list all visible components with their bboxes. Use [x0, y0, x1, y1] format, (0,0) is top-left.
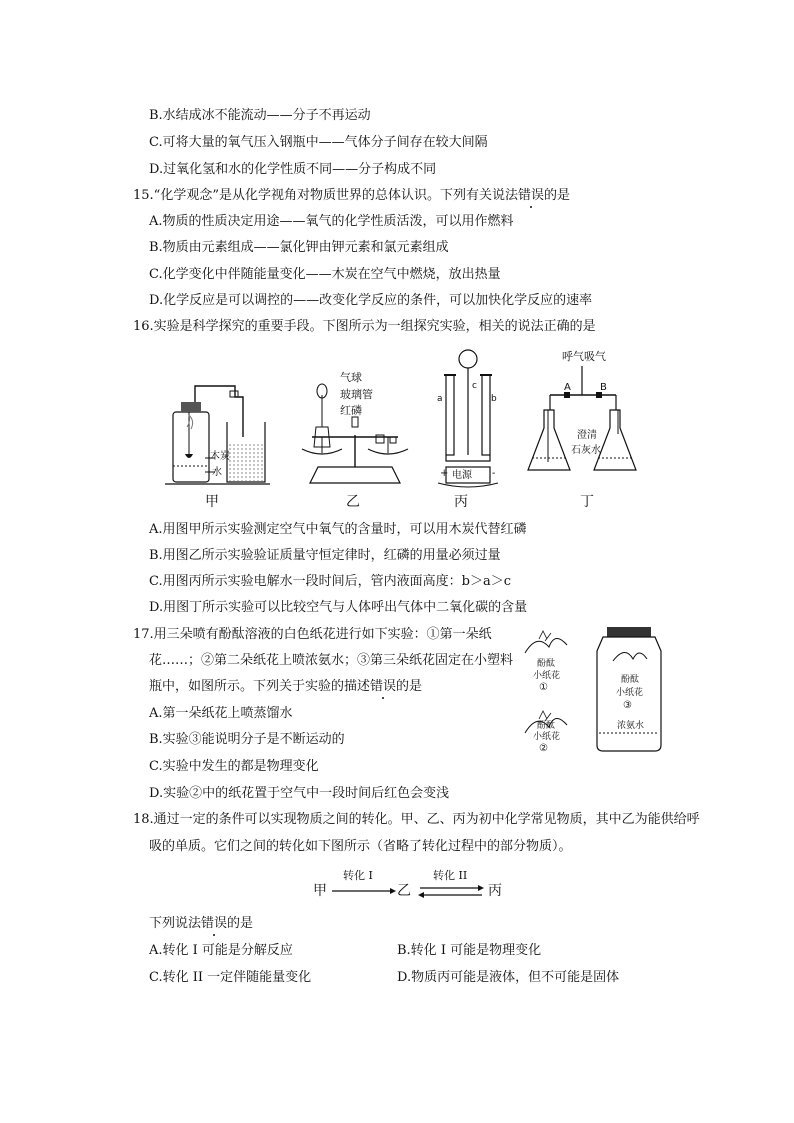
- q17-option-b: B.实验③能说明分子是不断运动的: [149, 732, 345, 747]
- scheme-node-bing: 丙: [488, 883, 502, 899]
- q18-stem-line1: 18.通过一定的条件可以实现物质之间的转化。甲、乙、丙为初中化学常见物质，其中乙为能供给呼: [133, 812, 700, 827]
- q15-stem-emphasis: 错误: [517, 188, 544, 203]
- q17-fig2-label-paper-flower: 小纸花: [533, 732, 561, 742]
- q17-stem-emphasis: 错误: [370, 679, 397, 694]
- q15-stem-post: 的是: [543, 188, 570, 203]
- q17-stem-post: 的是: [396, 679, 423, 694]
- q18-stem-line2: 吸的单质。它们之间的转化如下图所示（省略了转化过程中的部分物质）。: [149, 839, 572, 854]
- scheme-node-jia: 甲: [313, 883, 327, 899]
- q16-option-b: B.用图乙所示实验验证质量守恒定律时，红磷的用量必须过量: [149, 548, 501, 563]
- q17-stem-line3: [149, 679, 422, 695]
- figure-yi-label-balloon: 气球: [340, 371, 362, 384]
- q18-stem-post: 的是: [227, 916, 254, 931]
- q17-fig3-label-paper-flower: 小纸花: [616, 688, 644, 698]
- figure-ding-label-b: B: [600, 382, 607, 393]
- figure-bing-label-a: a: [437, 394, 443, 404]
- q17-fig3-label-phenolphthalein: 酚酞: [621, 675, 640, 685]
- figure-jia-label-charcoal: 木炭: [210, 451, 230, 462]
- scheme-label-transform-2: 转化 II: [433, 869, 468, 882]
- figure-jia-label-water: 水: [212, 467, 222, 478]
- q14-option-b: B.水结成冰不能流动——分子不再运动: [149, 108, 371, 123]
- q16-option-c: C.用图丙所示实验电解水一段时间后，管内液面高度：b＞a＞c: [149, 574, 511, 589]
- q17-fig1-label-phenolphthalein: 酚酞: [537, 659, 556, 669]
- q15-stem-pre: 15.“化学观念”是从化学视角对物质世界的总体认识。下列有关说法: [133, 188, 518, 203]
- q15-option-c: C.化学变化中伴随能量变化——木炭在空气中燃烧，放出热量: [149, 267, 501, 282]
- q16-stem: 16.实验是科学探究的重要手段。下图所示为一组探究实验，相关的说法正确的是: [133, 319, 596, 334]
- scheme-label-transform-1: 转化 I: [343, 869, 373, 882]
- q14-option-c: C.可将大量的氧气压入钢瓶中——气体分子间存在较大间隔: [149, 135, 488, 150]
- q18-option-a: A.转化 I 可能是分解反应: [149, 943, 293, 958]
- figure-ding-label-breath: 呼气吸气: [562, 350, 606, 363]
- scheme-arrows: [330, 882, 485, 902]
- q18-stem-pre: 下列说法: [149, 916, 202, 931]
- q17-fig1-number: ①: [539, 682, 548, 693]
- q17-option-c: C.实验中发生的都是物理变化: [149, 759, 319, 774]
- figure-bing-minus: -: [492, 468, 496, 479]
- q18-option-c: C.转化 II 一定伴随能量变化: [149, 970, 312, 985]
- q17-fig3-number: ③: [623, 700, 632, 711]
- figure-yi-label-glass-tube: 玻璃管: [340, 388, 373, 401]
- q18-option-b: B.转化 I 可能是物理变化: [397, 943, 542, 958]
- figure-ding-label-limewater: 石灰水: [571, 445, 601, 456]
- q17-stem-line1: 17.用三朵喷有酚酞溶液的白色纸花进行如下实验：①第一朵纸: [133, 627, 492, 642]
- figure-bing-plus: +: [440, 468, 449, 479]
- figure-jia-caption: 甲: [205, 494, 219, 510]
- q17-fig3-label-ammonia: 浓氨水: [617, 721, 645, 731]
- q17-fig1-label-paper-flower: 小纸花: [533, 671, 561, 681]
- figure-bing-power: 电源: [452, 470, 472, 481]
- figure-bing-label-c: c: [472, 381, 477, 391]
- q17-fig2-label-phenolphthalein: 酚酞: [537, 721, 556, 731]
- figure-bing-label-b: b: [491, 394, 497, 404]
- q17-option-d: D.实验②中的纸花置于空气中一段时间后红色会变浅: [149, 786, 450, 801]
- figure-yi-label-red-phosphorus: 红磷: [340, 404, 362, 417]
- q16-option-a: A.用图甲所示实验测定空气中氧气的含量时，可以用木炭代替红磷: [149, 522, 527, 537]
- scheme-node-yi: 乙: [397, 883, 411, 899]
- q18-stem: [149, 916, 253, 932]
- q14-option-d: D.过氧化氢和水的化学性质不同——分子构成不同: [149, 162, 437, 177]
- q17-stem-line2: 花……；②第二朵纸花上喷浓氨水；③第三朵纸花固定在小塑料: [149, 653, 514, 668]
- figure-ding-caption: 丁: [580, 494, 594, 510]
- figure-yi-caption: 乙: [346, 494, 360, 510]
- q17-fig2-number: ②: [539, 743, 548, 754]
- q15-option-b: B.物质由元素组成——氯化钾由钾元素和氯元素组成: [149, 240, 449, 255]
- figure-bing-caption: 丙: [454, 494, 468, 510]
- figure-ding-label-a: A: [564, 382, 571, 393]
- q15-option-a: A.物质的性质决定用途——氧气的化学性质活泼，可以用作燃料: [149, 214, 514, 229]
- q16-option-d: D.用图丁所示实验可以比较空气与人体呼出气体中二氧化碳的含量: [149, 600, 528, 615]
- q18-stem-emphasis: 错误: [201, 916, 228, 931]
- figure-ding-flasks: [522, 350, 644, 490]
- q17-option-a: A.第一朵纸花上喷蒸馏水: [149, 706, 293, 721]
- q15-option-d: D.化学反应是可以调控的——改变化学反应的条件，可以加快化学反应的速率: [149, 293, 593, 308]
- figure-ding-label-clear: 澄清: [577, 430, 597, 441]
- q15-stem: [133, 188, 570, 204]
- q18-option-d: D.物质丙可能是液体，但不可能是固体: [397, 970, 620, 985]
- q17-stem-pre: 瓶中，如图所示。下列关于实验的描述: [149, 679, 371, 694]
